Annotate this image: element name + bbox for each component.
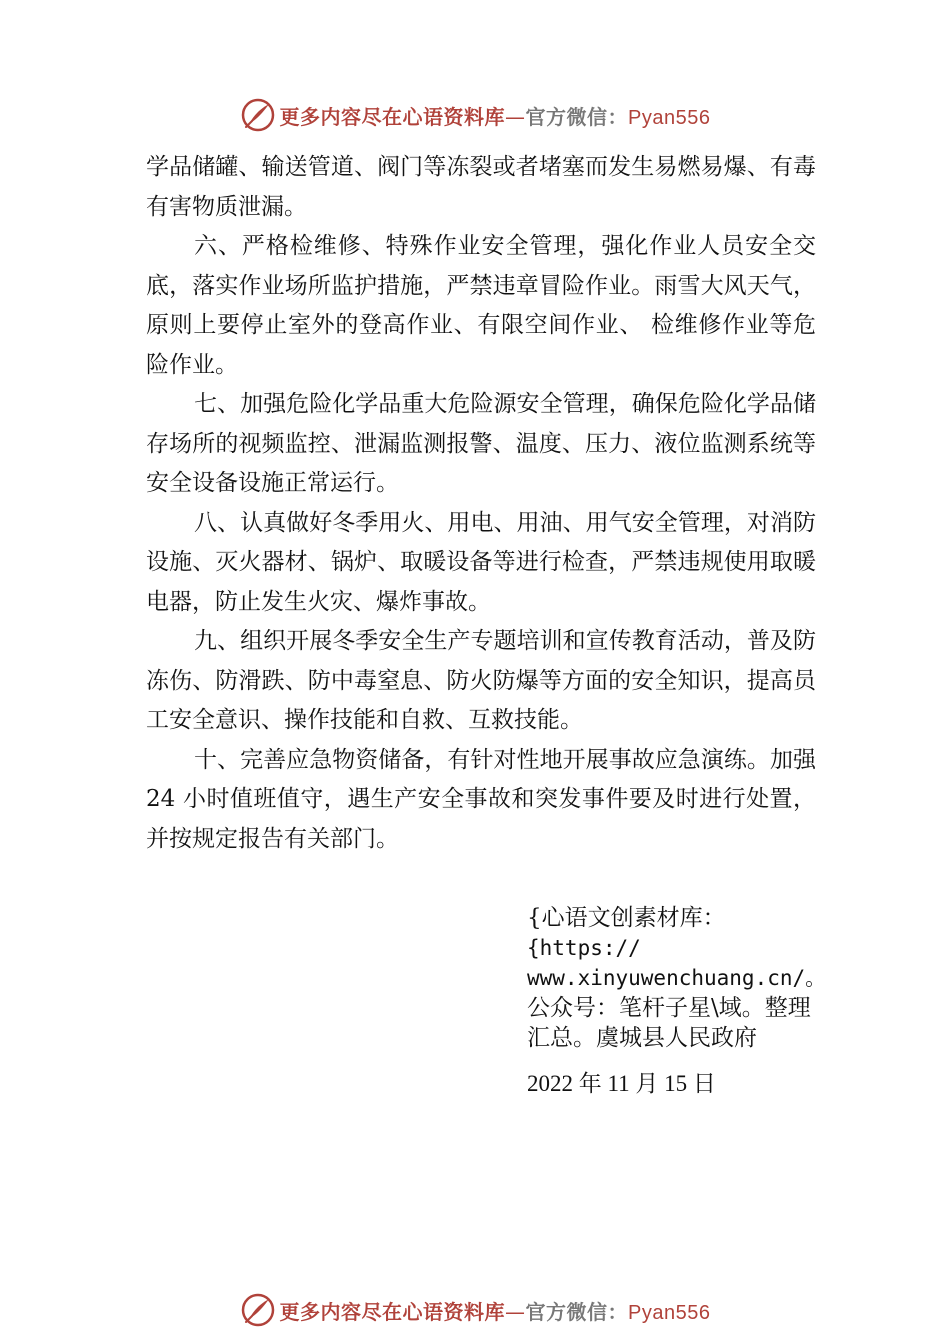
banner-text xyxy=(280,1296,711,1325)
document-body xyxy=(146,148,816,859)
signature-url: www.xinyuwenchuang.cn/。 xyxy=(527,966,827,990)
banner-brand: 更多内容尽在心语资料库 xyxy=(279,104,506,129)
banner-wechat-id: Pyan556 xyxy=(628,106,711,129)
signature-date: 2022 年 11 月 15 日 xyxy=(527,1071,716,1096)
quill-logo-icon xyxy=(240,1292,276,1328)
signature-block xyxy=(527,903,827,1099)
paragraph-item-7: 七、加强危险化学品重大危险源安全管理，确保危险化学品储存场所的视频监控、泄漏监测报警、温度、压力、液位监测系统等安全设备设施正常运行。 xyxy=(146,391,816,496)
paragraph-item-8: 八、认真做好冬季用火、用电、用油、用气安全管理，对消防设施、灭火器材、锅炉、取暖设备等进行检查，严禁违规使用取暖电器，防止发生火灾、爆炸事故。 xyxy=(146,509,816,615)
banner-text xyxy=(280,101,711,130)
signature-source-label: {心语文创素材库： xyxy=(527,905,726,931)
banner-dash: — xyxy=(505,104,526,129)
footer-banner xyxy=(0,1290,950,1330)
paragraph-item-10: 十、完善应急物资储备，有针对性地开展事故应急演练。加强 24 小时值班值守，遇生产安全事故和突发事件要及时进行处置，并按规定报告有关部门。 xyxy=(146,746,816,852)
banner-wechat-label: 官方微信： xyxy=(525,104,629,129)
banner-brand: 更多内容尽在心语资料库 xyxy=(279,1299,506,1324)
paragraph-item-6: 六、严格检维修、特殊作业安全管理，强化作业人员安全交底，落实作业场所监护措施，严禁违章冒险作业。雨雪大风天气，原则上要停止室外的登高作业、有限空间作业、 检维修作业等危险作业。 xyxy=(146,233,816,378)
signature-issuer: 公众号：笔杆子星\域。整理汇总。虞城县人民政府 xyxy=(527,995,811,1051)
header-banner xyxy=(0,95,950,135)
banner-wechat-label: 官方微信： xyxy=(525,1299,629,1324)
paragraph-continuation: 学品储罐、输送管道、阀门等冻裂或者堵塞而发生易燃易爆、有毒有害物质泄漏。 xyxy=(146,154,816,220)
quill-logo-icon xyxy=(240,97,276,133)
signature-url-prefix: {https:// xyxy=(527,936,641,960)
banner-wechat-id: Pyan556 xyxy=(628,1301,711,1324)
paragraph-item-9: 九、组织开展冬季安全生产专题培训和宣传教育活动，普及防冻伤、防滑跌、防中毒窒息、防火防爆等方面的安全知识，提高员工安全意识、操作技能和自救、互救技能。 xyxy=(146,628,816,733)
banner-dash: — xyxy=(505,1299,526,1324)
